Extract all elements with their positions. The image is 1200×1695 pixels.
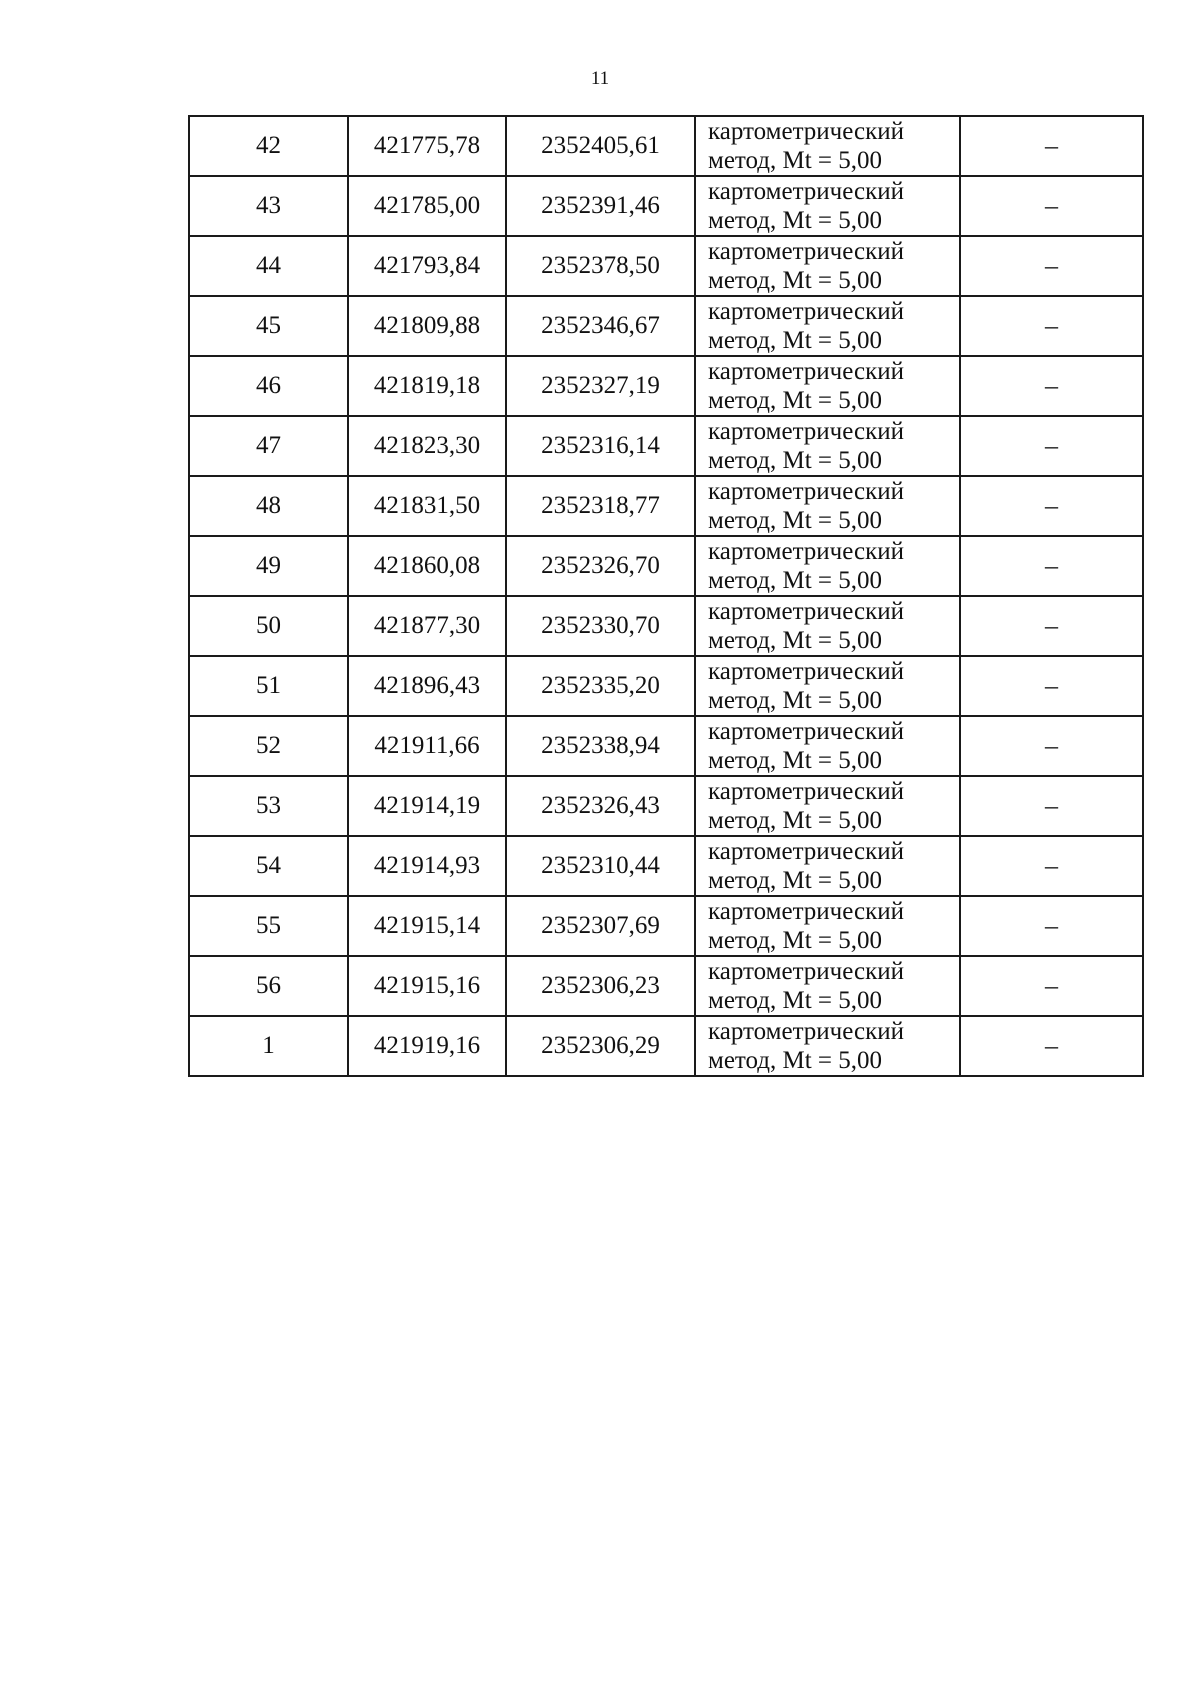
note-cell: – xyxy=(960,956,1143,1016)
point-number-cell: 48 xyxy=(189,476,348,536)
x-coordinate-cell: 421785,00 xyxy=(348,176,506,236)
table-row xyxy=(189,896,1143,956)
table-row xyxy=(189,956,1143,1016)
note-cell: – xyxy=(960,296,1143,356)
y-coordinate-cell: 2352378,50 xyxy=(506,236,695,296)
method-cell xyxy=(695,836,960,896)
table-row xyxy=(189,236,1143,296)
method-line-1: картометрический xyxy=(708,958,904,985)
note-cell: – xyxy=(960,896,1143,956)
note-cell: – xyxy=(960,1016,1143,1076)
x-coordinate-cell: 421914,93 xyxy=(348,836,506,896)
method-line-1: картометрический xyxy=(708,838,904,865)
point-number-cell: 1 xyxy=(189,1016,348,1076)
method-cell xyxy=(695,716,960,776)
point-number-cell: 47 xyxy=(189,416,348,476)
point-number-cell: 56 xyxy=(189,956,348,1016)
method-line-1: картометрический xyxy=(708,778,904,805)
table-row xyxy=(189,476,1143,536)
point-number-cell: 55 xyxy=(189,896,348,956)
y-coordinate-cell: 2352318,77 xyxy=(506,476,695,536)
method-cell xyxy=(695,236,960,296)
table-row xyxy=(189,836,1143,896)
table-row xyxy=(189,716,1143,776)
method-line-1: картометрический xyxy=(708,538,904,565)
method-line-2: метод, Mt = 5,00 xyxy=(708,327,883,354)
method-line-2: метод, Mt = 5,00 xyxy=(708,987,883,1014)
point-number-cell: 52 xyxy=(189,716,348,776)
note-cell: – xyxy=(960,836,1143,896)
y-coordinate-cell: 2352307,69 xyxy=(506,896,695,956)
method-line-1: картометрический xyxy=(708,238,904,265)
point-number-cell: 45 xyxy=(189,296,348,356)
note-cell: – xyxy=(960,716,1143,776)
x-coordinate-cell: 421915,16 xyxy=(348,956,506,1016)
coordinates-table xyxy=(188,115,1144,1077)
point-number-cell: 53 xyxy=(189,776,348,836)
x-coordinate-cell: 421860,08 xyxy=(348,536,506,596)
method-cell xyxy=(695,116,960,176)
table-row xyxy=(189,656,1143,716)
y-coordinate-cell: 2352330,70 xyxy=(506,596,695,656)
y-coordinate-cell: 2352327,19 xyxy=(506,356,695,416)
method-cell xyxy=(695,356,960,416)
note-cell: – xyxy=(960,176,1143,236)
method-cell xyxy=(695,596,960,656)
table-row xyxy=(189,296,1143,356)
x-coordinate-cell: 421896,43 xyxy=(348,656,506,716)
table-row xyxy=(189,356,1143,416)
y-coordinate-cell: 2352310,44 xyxy=(506,836,695,896)
x-coordinate-cell: 421914,19 xyxy=(348,776,506,836)
y-coordinate-cell: 2352338,94 xyxy=(506,716,695,776)
page-number: 11 xyxy=(590,68,610,89)
note-cell: – xyxy=(960,356,1143,416)
method-line-2: метод, Mt = 5,00 xyxy=(708,447,883,474)
point-number-cell: 51 xyxy=(189,656,348,716)
method-line-2: метод, Mt = 5,00 xyxy=(708,927,883,954)
note-cell: – xyxy=(960,416,1143,476)
method-cell xyxy=(695,296,960,356)
point-number-cell: 50 xyxy=(189,596,348,656)
method-line-1: картометрический xyxy=(708,118,904,145)
method-line-2: метод, Mt = 5,00 xyxy=(708,867,883,894)
note-cell: – xyxy=(960,536,1143,596)
point-number-cell: 43 xyxy=(189,176,348,236)
method-cell xyxy=(695,476,960,536)
table-row xyxy=(189,116,1143,176)
point-number-cell: 49 xyxy=(189,536,348,596)
method-cell xyxy=(695,176,960,236)
method-line-1: картометрический xyxy=(708,718,904,745)
note-cell: – xyxy=(960,596,1143,656)
table-row xyxy=(189,596,1143,656)
y-coordinate-cell: 2352346,67 xyxy=(506,296,695,356)
method-line-2: метод, Mt = 5,00 xyxy=(708,687,883,714)
x-coordinate-cell: 421775,78 xyxy=(348,116,506,176)
method-cell xyxy=(695,776,960,836)
x-coordinate-cell: 421877,30 xyxy=(348,596,506,656)
y-coordinate-cell: 2352326,70 xyxy=(506,536,695,596)
x-coordinate-cell: 421911,66 xyxy=(348,716,506,776)
y-coordinate-cell: 2352335,20 xyxy=(506,656,695,716)
method-line-2: метод, Mt = 5,00 xyxy=(708,1047,883,1074)
x-coordinate-cell: 421831,50 xyxy=(348,476,506,536)
method-line-1: картометрический xyxy=(708,478,904,505)
y-coordinate-cell: 2352405,61 xyxy=(506,116,695,176)
point-number-cell: 42 xyxy=(189,116,348,176)
method-line-1: картометрический xyxy=(708,898,904,925)
note-cell: – xyxy=(960,476,1143,536)
method-cell xyxy=(695,1016,960,1076)
method-cell xyxy=(695,956,960,1016)
method-line-1: картометрический xyxy=(708,418,904,445)
x-coordinate-cell: 421915,14 xyxy=(348,896,506,956)
table-row xyxy=(189,536,1143,596)
method-line-2: метод, Mt = 5,00 xyxy=(708,747,883,774)
x-coordinate-cell: 421823,30 xyxy=(348,416,506,476)
method-line-1: картометрический xyxy=(708,658,904,685)
y-coordinate-cell: 2352391,46 xyxy=(506,176,695,236)
method-cell xyxy=(695,536,960,596)
method-line-2: метод, Mt = 5,00 xyxy=(708,807,883,834)
table-row xyxy=(189,776,1143,836)
point-number-cell: 44 xyxy=(189,236,348,296)
y-coordinate-cell: 2352306,23 xyxy=(506,956,695,1016)
y-coordinate-cell: 2352326,43 xyxy=(506,776,695,836)
table-row xyxy=(189,176,1143,236)
method-cell xyxy=(695,896,960,956)
x-coordinate-cell: 421809,88 xyxy=(348,296,506,356)
note-cell: – xyxy=(960,776,1143,836)
note-cell: – xyxy=(960,236,1143,296)
method-line-2: метод, Mt = 5,00 xyxy=(708,627,883,654)
y-coordinate-cell: 2352316,14 xyxy=(506,416,695,476)
x-coordinate-cell: 421793,84 xyxy=(348,236,506,296)
method-line-2: метод, Mt = 5,00 xyxy=(708,387,883,414)
method-line-2: метод, Mt = 5,00 xyxy=(708,207,883,234)
table-row xyxy=(189,416,1143,476)
method-line-2: метод, Mt = 5,00 xyxy=(708,507,883,534)
table-row xyxy=(189,1016,1143,1076)
method-cell xyxy=(695,416,960,476)
method-line-1: картометрический xyxy=(708,1018,904,1045)
method-line-1: картометрический xyxy=(708,298,904,325)
y-coordinate-cell: 2352306,29 xyxy=(506,1016,695,1076)
method-cell xyxy=(695,656,960,716)
coordinates-table-body xyxy=(189,116,1143,1076)
x-coordinate-cell: 421819,18 xyxy=(348,356,506,416)
method-line-1: картометрический xyxy=(708,178,904,205)
x-coordinate-cell: 421919,16 xyxy=(348,1016,506,1076)
method-line-1: картометрический xyxy=(708,598,904,625)
method-line-2: метод, Mt = 5,00 xyxy=(708,267,883,294)
note-cell: – xyxy=(960,116,1143,176)
method-line-1: картометрический xyxy=(708,358,904,385)
method-line-2: метод, Mt = 5,00 xyxy=(708,147,883,174)
method-line-2: метод, Mt = 5,00 xyxy=(708,567,883,594)
point-number-cell: 54 xyxy=(189,836,348,896)
note-cell: – xyxy=(960,656,1143,716)
point-number-cell: 46 xyxy=(189,356,348,416)
